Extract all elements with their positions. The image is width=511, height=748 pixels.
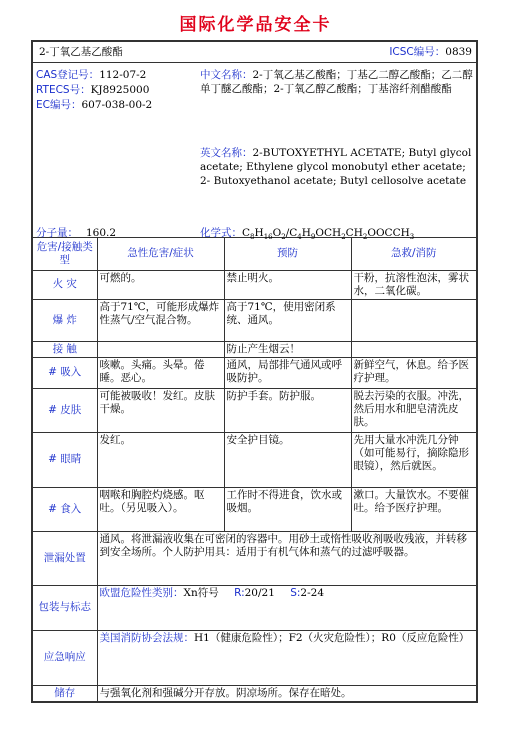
- cell-symptom: [97, 341, 224, 357]
- cell-prevention: 高于71℃，使用密闭系统、通风。: [224, 299, 351, 341]
- row-type-eyes: # 眼睛: [33, 432, 97, 487]
- table-header-row: [33, 238, 476, 270]
- row-type-exposure: 接 触: [33, 341, 97, 357]
- formula-label: 化学式：: [200, 227, 242, 239]
- cell-prevention: 安全护目镜。: [224, 432, 351, 487]
- cell-aid: 新鲜空气，休息。给予医疗护理。: [351, 357, 476, 388]
- packaging-text: [97, 585, 476, 630]
- row-type-inhalation: # 吸入: [33, 357, 97, 388]
- table-row: [33, 487, 476, 531]
- eu-category-value: Xn符号: [183, 586, 219, 599]
- storage-row: [33, 685, 476, 701]
- cell-prevention: 防止产生烟云！: [224, 341, 351, 357]
- storage-label: 储存: [33, 685, 97, 701]
- cell-aid: [351, 341, 476, 357]
- nfpa-value: H1（健康危险性）；F2（火灾危险性）；R0（反应危险性）: [194, 631, 470, 644]
- icsc-number: [389, 42, 472, 62]
- ec-number: [36, 98, 194, 113]
- row-type-explosion: 爆 炸: [33, 299, 97, 341]
- chinese-name: [200, 68, 475, 96]
- cn-name-label: 中文名称：: [200, 69, 253, 81]
- rtecs-number: [36, 83, 194, 98]
- s-phrase-value: 2-24: [300, 586, 325, 599]
- table-row: [33, 299, 476, 341]
- ec-value: 607-038-00-2: [81, 99, 153, 111]
- cell-prevention: 工作时不得进食，饮水或吸烟。: [224, 487, 351, 531]
- molecular-weight: [36, 225, 116, 240]
- cas-number: [36, 68, 194, 83]
- s-phrase-label: S:: [290, 586, 301, 599]
- row-type-fire: 火 灾: [33, 270, 97, 299]
- header-symptom: 急性危害/症状: [97, 238, 224, 270]
- cell-aid: [351, 299, 476, 341]
- cell-aid: 漱口。大量饮水。不要催吐。给予医疗护理。: [351, 487, 476, 531]
- row-type-ingestion: # 食入: [33, 487, 97, 531]
- safety-card: [31, 40, 478, 703]
- table-row: [33, 270, 476, 299]
- cell-aid: 先用大量水冲洗几分钟（如可能易行，摘除隐形眼镜），然后就医。: [351, 432, 476, 487]
- cell-symptom: 高于71℃，可能形成爆炸性蒸气/空气混合物。: [97, 299, 224, 341]
- nfpa-label: 美国消防协会法规：: [99, 631, 194, 644]
- spill-text: 通风。将泄漏液收集在可密闭的容器中。用砂土或惰性吸收剂吸收残液，并转移到安全场所。个人防护用具：适用于有机气体和蒸气的过滤呼吸器。: [97, 531, 476, 585]
- rtecs-value: KJ8925000: [90, 84, 150, 96]
- en-name-value: 2-BUTOXYETHYL ACETATE; Butyl glycol acetate; Ethylene glycol monobutyl ether acetate; 2- Butoxyethanol acetate; Butyl cellosolve acetate: [200, 147, 472, 187]
- table-row: [33, 357, 476, 388]
- mw-value: 160.2: [86, 227, 117, 239]
- id-numbers: [36, 68, 194, 113]
- cell-symptom: 咳嗽。头痛。头晕。倦睡。恶心。: [97, 357, 224, 388]
- spill-row: [33, 531, 476, 585]
- table-row: [33, 341, 476, 357]
- emergency-text: [97, 630, 476, 685]
- row-type-skin: # 皮肤: [33, 388, 97, 432]
- table-row: [33, 388, 476, 432]
- cell-aid: 干粉，抗溶性泡沫，雾状水，二氧化碳。: [351, 270, 476, 299]
- cell-symptom: 发红。: [97, 432, 224, 487]
- cell-prevention: 通风，局部排气通风或呼吸防护。: [224, 357, 351, 388]
- card-title: 国际化学品安全卡: [179, 15, 332, 35]
- chemical-name: 2-丁氧乙基乙酸酯: [39, 46, 123, 58]
- header-prevention: 预防: [224, 238, 351, 270]
- chemical-formula: [200, 225, 414, 241]
- emergency-row: [33, 630, 476, 685]
- header-type: 危害/接触类型: [33, 238, 97, 270]
- formula-value: $C_8H_{16}O_2/C_4H_9OCH_2CH_2OOCCH_3$: [242, 227, 415, 242]
- cell-prevention: 防护手套。防护服。: [224, 388, 351, 432]
- cell-symptom: 可燃的。: [97, 270, 224, 299]
- icsc-label: ICSC编号：: [389, 46, 446, 58]
- packaging-row: [33, 585, 476, 630]
- packaging-label: 包装与标志: [33, 585, 97, 630]
- card-header: [33, 42, 476, 63]
- cell-prevention: 禁止明火。: [224, 270, 351, 299]
- cell-symptom: 可能被吸收！发红。皮肤干燥。: [97, 388, 224, 432]
- cas-value: 112-07-2: [99, 69, 147, 81]
- english-name: [200, 146, 475, 188]
- r-phrase-value: 20/21: [244, 586, 275, 599]
- header-aid: 急救/消防: [351, 238, 476, 270]
- ec-label: EC编号：: [36, 99, 82, 111]
- table-row: [33, 432, 476, 487]
- storage-text: 与强氧化剂和强碱分开存放。阴凉场所。保存在暗处。: [97, 685, 476, 701]
- mw-label: 分子量：: [36, 227, 78, 239]
- icsc-value: 0839: [445, 46, 472, 58]
- hazard-table: [33, 238, 476, 701]
- cell-symptom: 咽喉和胸腔灼烧感。呕吐。（另见吸入）。: [97, 487, 224, 531]
- eu-category-label: 欧盟危险性类别：: [99, 586, 184, 599]
- spill-label: 泄漏处置: [33, 531, 97, 585]
- cell-aid: 脱去污染的衣服。冲洗，然后用水和肥皂清洗皮肤。: [351, 388, 476, 432]
- cn-name-value: 2-丁氧乙基乙酸酯；丁基乙二醇乙酸酯；乙二醇单丁醚乙酸酯；2-丁氧乙醇乙酸酯；丁基溶纤剂醋酸酯: [200, 69, 473, 95]
- r-phrase-label: R:: [234, 586, 245, 599]
- emergency-label: 应急响应: [33, 630, 97, 685]
- rtecs-label: RTECS号：: [36, 84, 91, 96]
- identification-section: [33, 63, 476, 242]
- en-name-label: 英文名称：: [200, 147, 253, 159]
- cas-label: CAS登记号：: [36, 69, 100, 81]
